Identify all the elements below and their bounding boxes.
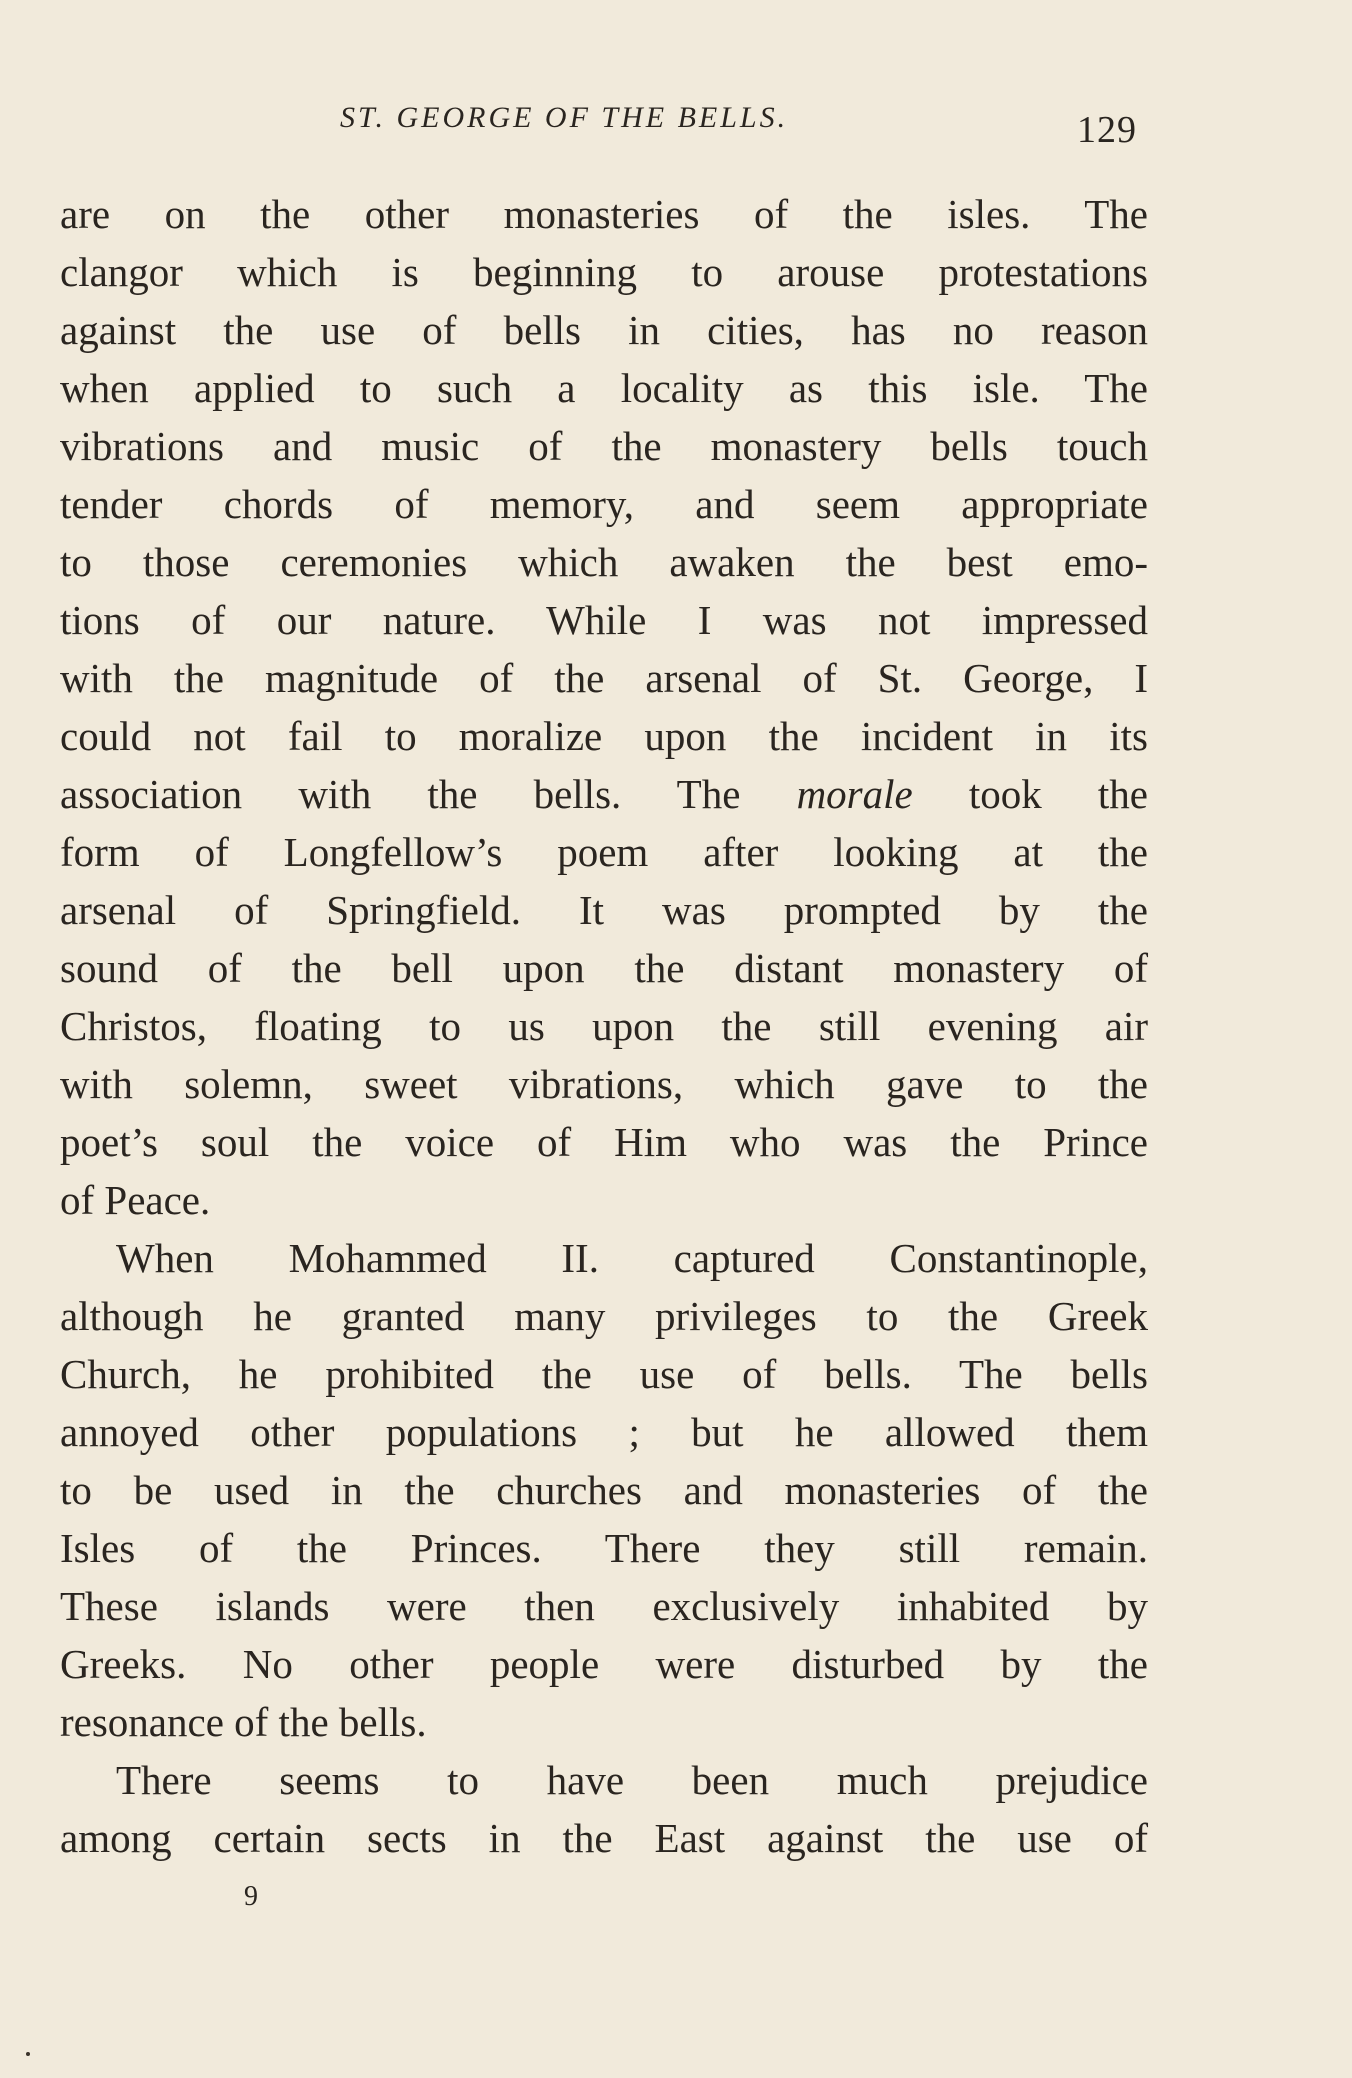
text-line: resonance of the bells. (60, 1699, 427, 1745)
text-line: sound of the bell upon the distant monastery of (60, 945, 1148, 991)
text-line: tender chords of memory, and seem appropriate (60, 481, 1148, 527)
text-line: among certain sects in the East against the use of (60, 1815, 1148, 1861)
text-line-with-italic (60, 765, 1148, 823)
paper-speck (26, 2052, 30, 2056)
text-segment: took the (912, 771, 1148, 817)
page-number: 129 (1077, 109, 1137, 151)
running-head (0, 98, 1352, 151)
text-line: are on the other monasteries of the isles. The (60, 191, 1148, 237)
text-line: to be used in the churches and monasteries of the (60, 1467, 1148, 1513)
text-line: to those ceremonies which awaken the best emo- (60, 539, 1148, 585)
text-line: when applied to such a locality as this isle. The (60, 365, 1148, 411)
text-line: arsenal of Springfield. It was prompted by the (60, 887, 1148, 933)
text-line: annoyed other populations ; but he allowed them (60, 1409, 1148, 1455)
signature-mark: 9 (244, 1881, 258, 1912)
text-line: against the use of bells in cities, has no reason (60, 307, 1148, 353)
text-line: Isles of the Princes. There they still remain. (60, 1525, 1148, 1571)
text-line: with the magnitude of the arsenal of St. George, I (60, 655, 1148, 701)
text-line: There seems to have been much prejudice (116, 1757, 1148, 1803)
text-line: clangor which is beginning to arouse protestations (60, 249, 1148, 295)
text-line: of Peace. (60, 1177, 211, 1223)
text-line: Church, he prohibited the use of bells. The bells (60, 1351, 1148, 1397)
text-line: vibrations and music of the monastery bells touch (60, 423, 1148, 469)
text-line: When Mohammed II. captured Constantinople, (116, 1235, 1148, 1281)
text-line: Greeks. No other people were disturbed by the (60, 1641, 1148, 1687)
text-line: poet’s soul the voice of Him who was the Prince (60, 1119, 1148, 1165)
text-line: Christos, floating to us upon the still evening air (60, 1003, 1148, 1049)
text-line: although he granted many privileges to the Greek (60, 1293, 1148, 1339)
text-segment: association with the bells. The (60, 771, 797, 817)
text-line: form of Longfellow’s poem after looking at the (60, 829, 1148, 875)
italic-word: morale (796, 771, 913, 817)
body-text (60, 185, 1148, 1867)
text-line: with solemn, sweet vibrations, which gave to the (60, 1061, 1148, 1107)
text-line: These islands were then exclusively inhabited by (60, 1583, 1148, 1629)
text-line: could not fail to moralize upon the incident in its (60, 713, 1148, 759)
running-head-title: ST. GEORGE OF THE BELLS. (340, 101, 789, 134)
text-line: tions of our nature. While I was not impressed (60, 597, 1148, 643)
